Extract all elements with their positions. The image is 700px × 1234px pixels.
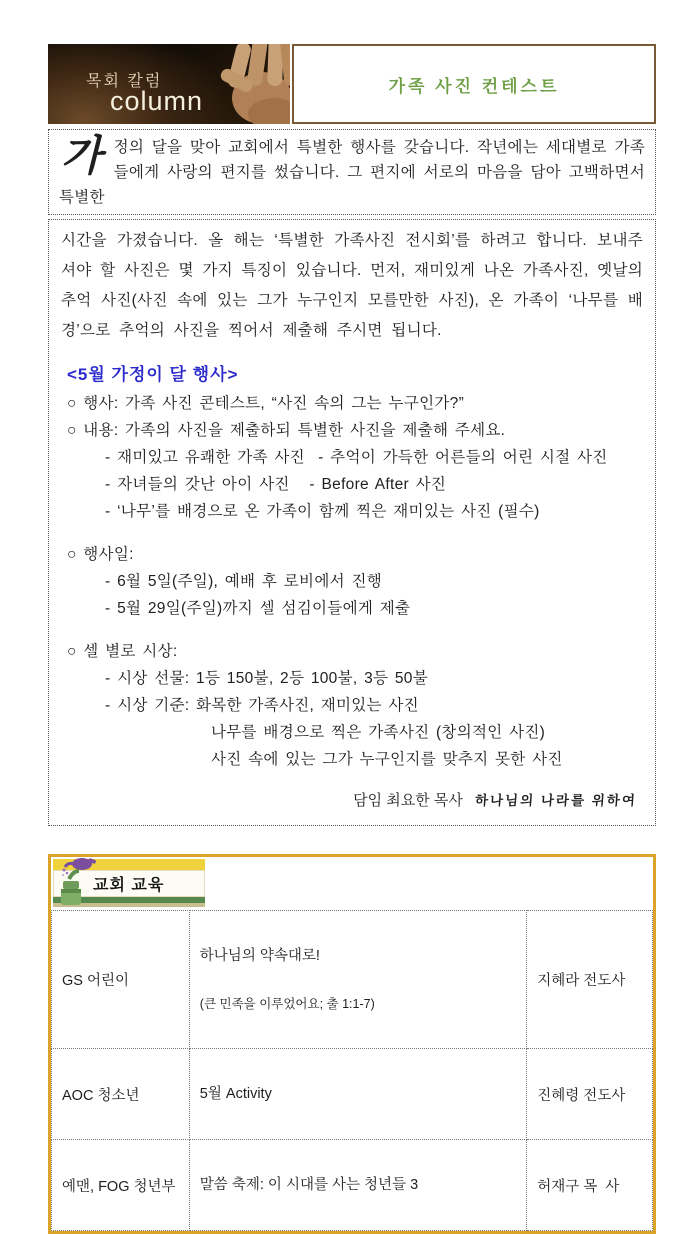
spacer xyxy=(61,622,643,638)
column-label-english: column xyxy=(110,86,204,116)
body-line: 사진 속에 있는 그가 누구인지를 맞추지 못한 사진 xyxy=(211,751,563,768)
table-row xyxy=(52,911,653,1049)
watering-can-illustration xyxy=(55,855,99,909)
body-line: - 5월 29일(주일)까지 셀 섬김이들에게 제출 xyxy=(105,600,411,617)
body-paragraph: 시간을 가졌습니다. 올 해는 ‘특별한 가족사진 전시회’를 하려고 합니다. 보내주셔야 할 사진은 몇 가지 특징이 있습니다. 먼저, 재미있게 나온 가족사진, 옛날의 추억 사진(사진 속에 있는 그가 누구인지 모를만한 사진), 온 가족이 ‘나무를 배경’으로 추억의 사진을 찍어서 제출해 주시면 됩니다. xyxy=(61,232,643,339)
table-row xyxy=(52,1049,653,1140)
body-line: - 6월 5일(주일), 예배 후 로비에서 진행 xyxy=(105,573,383,590)
contest-title-box xyxy=(292,44,656,124)
pastor-motto: 하나님의 나라를 위하여 xyxy=(474,793,638,808)
topic-title: 하나님의 약속대로! xyxy=(199,948,320,964)
body-line: - 자녀들의 갓난 아이 사진 - Before After 사진 xyxy=(105,476,447,493)
teacher-cell: 지혜라 전도사 xyxy=(527,911,653,1049)
topic-cell xyxy=(189,1049,526,1140)
body-line: - 재미있고 유쾌한 가족 사진 - 추억이 가득한 어른들의 어린 시절 사진 xyxy=(105,449,608,466)
column-label-korean: 목회 칼럼 xyxy=(86,73,163,90)
body-line: - ‘나무’를 배경으로 온 가족이 함께 찍은 재미있는 사진 (필수) xyxy=(105,503,540,520)
pastoral-column-banner xyxy=(48,44,290,124)
drop-cap: 가 xyxy=(61,131,102,180)
body-line: - 시상 선물: 1등 150불, 2등 100불, 3등 50불 xyxy=(105,670,428,687)
education-banner xyxy=(53,859,205,907)
education-table xyxy=(51,910,653,1231)
signature xyxy=(61,789,643,813)
body-line: - 시상 기준: 화목한 가족사진, 재미있는 사진 xyxy=(105,697,419,714)
education-box xyxy=(48,854,656,1234)
topic-subtitle: (큰 민족을 이루었어요; 출 1:1-7) xyxy=(199,997,375,1011)
body-line: 나무를 배경으로 찍은 가족사진 (창의적인 사진) xyxy=(211,724,546,741)
page-content xyxy=(48,44,656,1234)
page-header xyxy=(48,44,656,124)
body-line: ○ 내용: 가족의 사진을 제출하되 특별한 사진을 제출해 주세요. xyxy=(67,422,506,439)
topic-cell xyxy=(189,911,526,1049)
page-title: 가족 사진 컨테스트 xyxy=(388,76,560,96)
table-row xyxy=(52,1140,653,1231)
spacer xyxy=(61,525,643,541)
intro-text: 정의 달을 맞아 교회에서 특별한 행사를 갖습니다. 작년에는 세대별로 가족들에게 사랑의 편지를 썼습니다. 그 편지에 서로의 마음을 담아 고백하면서 특별한 xyxy=(59,139,645,206)
body-line: ○ 행사: 가족 사진 콘테스트, “사진 속의 그는 누구인가?” xyxy=(67,395,465,412)
pastor-name: 담임 최요한 목사 xyxy=(353,792,463,809)
topic-cell xyxy=(189,1140,526,1231)
group-cell: 예맨, FOG 청년부 xyxy=(52,1140,190,1231)
intro-box xyxy=(48,129,656,215)
section-title: <5월 가정이 달 행사> xyxy=(67,365,239,384)
body-line: ○ 셀 별로 시상: xyxy=(67,643,178,660)
topic-title: 말씀 축제: 이 시대를 사는 청년들 3 xyxy=(199,1177,419,1193)
teacher-cell: 허재구 목 사 xyxy=(527,1140,653,1231)
body-line: ○ 행사일: xyxy=(67,546,134,563)
education-banner-title: 교회 교육 xyxy=(93,877,165,894)
teacher-cell: 진혜령 전도사 xyxy=(527,1049,653,1140)
main-content-box xyxy=(48,219,656,826)
group-cell: GS 어린이 xyxy=(52,911,190,1049)
topic-title: 5월 Activity xyxy=(199,1086,272,1102)
group-cell: AOC 청소년 xyxy=(52,1049,190,1140)
